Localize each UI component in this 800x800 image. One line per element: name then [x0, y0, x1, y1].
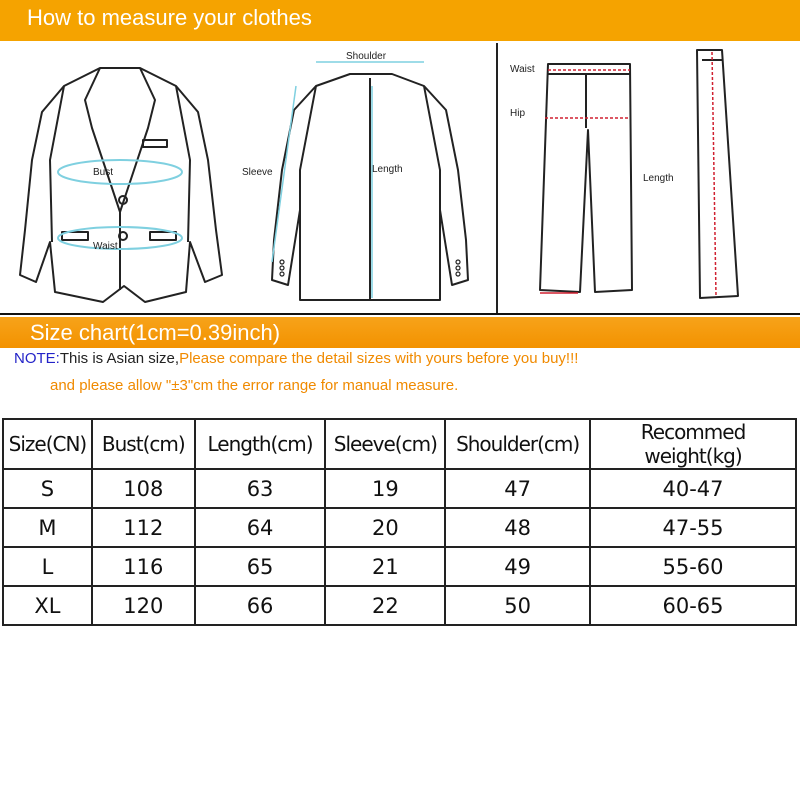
waist-label: Waist: [93, 241, 118, 252]
bust-measure-line: [58, 160, 182, 184]
pants-length-label: Length: [643, 173, 674, 184]
table-cell: 64: [195, 508, 326, 547]
table-cell: 47-55: [590, 508, 796, 547]
size-chart-title: Size chart(1cm=0.39inch): [30, 320, 281, 345]
table-cell: 47: [445, 469, 590, 508]
table-cell: 108: [92, 469, 195, 508]
table-cell: 19: [325, 469, 445, 508]
table-cell: 22: [325, 586, 445, 625]
sleeve-label: Sleeve: [242, 167, 273, 178]
table-row: [3, 547, 796, 586]
size-note-line-2: and please allow "±3"cm the error range for manual measure.: [50, 377, 459, 394]
table-cell: 120: [92, 586, 195, 625]
note-compare: Please compare the detail sizes with yours before you buy!!!: [179, 350, 579, 367]
table-cell: 63: [195, 469, 326, 508]
table-row: [3, 508, 796, 547]
table-cell: L: [3, 547, 92, 586]
table-cell: 40-47: [590, 469, 796, 508]
table-cell: 55-60: [590, 547, 796, 586]
table-cell: XL: [3, 586, 92, 625]
measurement-diagram: [0, 41, 800, 316]
table-row: [3, 586, 796, 625]
column-header-weight: Recommed weight(kg): [590, 419, 796, 469]
length-label-jacket: Length: [372, 164, 403, 175]
bust-label: Bust: [93, 167, 114, 178]
back-measure-lines: [272, 62, 424, 298]
size-chart-table: [2, 418, 797, 626]
table-cell: 112: [92, 508, 195, 547]
table-cell: 66: [195, 586, 326, 625]
header-banner: [0, 0, 800, 41]
pants-length-measure-line: [712, 52, 716, 296]
table-cell: 21: [325, 547, 445, 586]
pants-hip-label: Hip: [510, 108, 526, 119]
column-header-length: Length(cm): [195, 419, 326, 469]
column-header-size: Size(CN): [3, 419, 92, 469]
table-cell: 50: [445, 586, 590, 625]
table-cell: M: [3, 508, 92, 547]
shoulder-label: Shoulder: [346, 51, 387, 62]
size-note-line-1: [14, 350, 578, 367]
table-header-row: [3, 419, 796, 469]
pants-front-illustration: [540, 64, 632, 292]
size-chart-banner: [0, 317, 800, 348]
table-cell: 116: [92, 547, 195, 586]
pants-waist-label: Waist: [510, 64, 535, 75]
column-header-sleeve: Sleeve(cm): [325, 419, 445, 469]
section-divider: [0, 313, 800, 315]
table-cell: 48: [445, 508, 590, 547]
jacket-front-illustration: [20, 68, 222, 302]
note-prefix: NOTE:: [14, 350, 60, 367]
table-cell: S: [3, 469, 92, 508]
column-header-bust: Bust(cm): [92, 419, 195, 469]
table-cell: 20: [325, 508, 445, 547]
jacket-back-illustration: [272, 74, 468, 300]
table-cell: 60-65: [590, 586, 796, 625]
column-header-shoulder: Shoulder(cm): [445, 419, 590, 469]
table-row: [3, 469, 796, 508]
table-cell: 49: [445, 547, 590, 586]
diagram-divider: [496, 43, 498, 313]
pants-side-illustration: [697, 50, 738, 298]
note-asian-size: This is Asian size,: [59, 350, 180, 367]
table-cell: 65: [195, 547, 326, 586]
page-title: How to measure your clothes: [27, 5, 312, 30]
